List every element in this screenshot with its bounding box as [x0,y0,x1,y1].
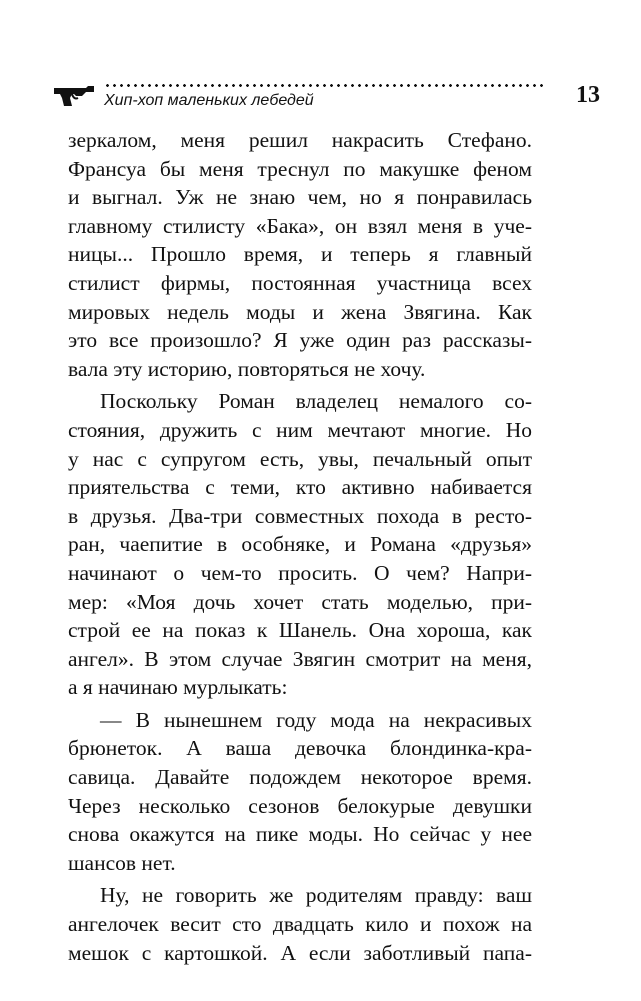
revolver-icon [52,84,96,108]
text-line: ран, чаепитие в особняке, и Романа «друзья» [68,532,532,557]
text-line: мер: «Моя дочь хочет стать моделью, при- [68,589,532,614]
text-line: строй ее на показ к Шанель. Она хороша, как [68,618,532,643]
text-line: это все произошло? Я уже один раз рассказы- [68,328,532,353]
text-line: ангелочек весит сто двадцать кило и похож на [68,912,532,937]
text-line: Ну, не говорить же родителям правду: ваш [100,883,532,908]
text-line: ницы... Прошло время, и теперь я главный [68,242,532,267]
text-line: савица. Давайте подождем некоторое время. [68,765,532,790]
text-line: мировых недель моды и жена Звягина. Как [68,299,532,324]
running-header [52,70,600,114]
text-line: а я начинаю мурлыкать: [68,675,288,700]
text-line: шансов нет. [68,850,176,875]
text-line: брюнеток. А ваша девочка блондинка-кра- [68,736,532,761]
text-line: снова окажутся на пике моды. Но сейчас у нее [68,822,532,847]
text-line: стояния, дружить с ним мечтают многие. Но [68,417,532,442]
text-line: главному стилисту «Бака», он взял меня в уче- [68,213,532,238]
text-line: стилист фирмы, постоянная участница всех [68,270,532,295]
text-line: начинают о чем-то просить. О чем? Напри- [68,560,532,585]
text-line: у нас с супругом есть, увы, печальный опыт [68,446,532,471]
text-line: и выгнал. Уж не знаю чем, но я понравилась [68,185,532,210]
body-text [68,126,532,967]
text-line: зеркалом, меня решил накрасить Стефано. [68,128,532,152]
text-line: в друзья. Два-три совместных похода в ресто- [68,503,532,528]
text-line: Через несколько сезонов белокурые девушки [68,793,532,818]
text-line: приятельства с теми, кто активно набивается [68,475,532,500]
text-line: — В нынешнем году мода на некрасивых [100,707,532,732]
text-line: вала эту историю, повторяться не хочу. [68,356,426,381]
text-line: ангел». В этом случае Звягин смотрит на меня, [68,646,532,671]
header-dotted-rule [104,84,544,87]
running-title: Хип-хоп маленьких лебедей [104,92,314,109]
page-number: 13 [576,82,600,108]
text-line: Поскольку Роман владелец немалого со- [100,389,532,414]
text-line: Франсуа бы меня треснул по макушке феном [68,156,532,181]
text-line: мешок с картошкой. А если заботливый папа- [68,940,532,965]
